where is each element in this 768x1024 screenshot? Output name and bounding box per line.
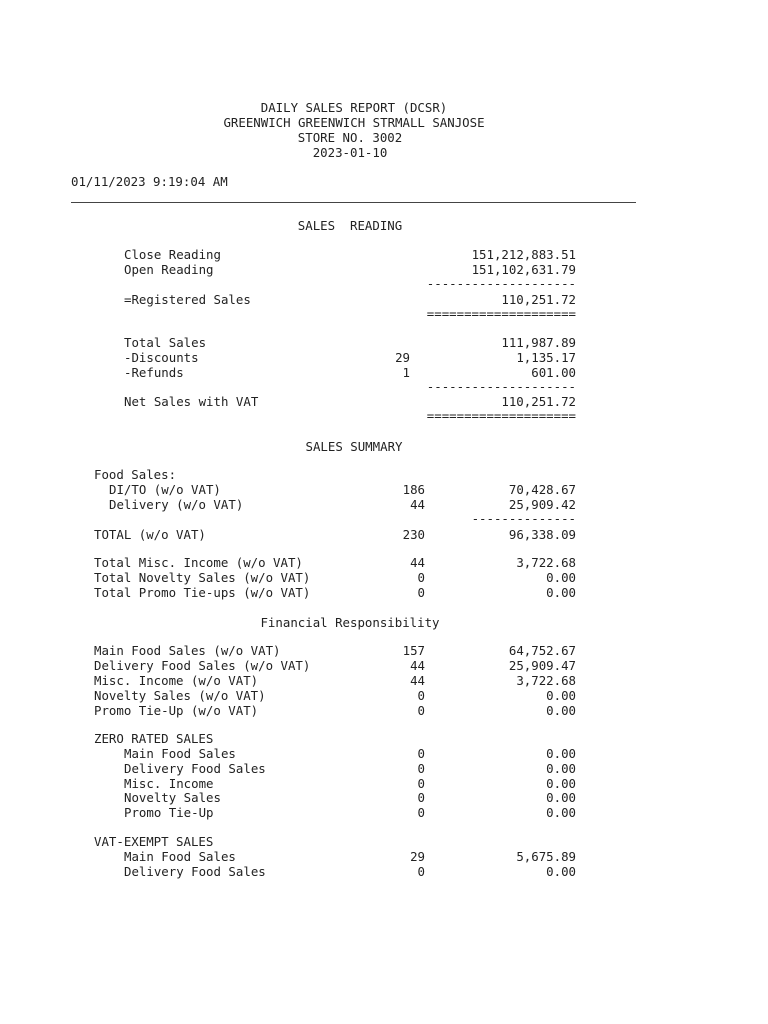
- list-item-count: 0: [417, 864, 425, 879]
- printed-timestamp: 01/11/2023 9:19:04 AM: [71, 174, 228, 189]
- food-sales-label: Food Sales:: [94, 467, 177, 482]
- list-item: Delivery Food Sales: [124, 864, 266, 879]
- list-item-value: 0.00: [546, 790, 576, 805]
- list-item-value: 0.00: [546, 864, 576, 879]
- list-item: Novelty Sales (w/o VAT): [94, 688, 266, 703]
- total-sales-value: 111,987.89: [501, 335, 576, 350]
- financial-heading: Financial Responsibility: [260, 615, 440, 630]
- total-value: 96,338.09: [508, 527, 576, 542]
- open-reading-label: Open Reading: [124, 262, 214, 277]
- total-count: 230: [402, 527, 425, 542]
- total-sales-label: Total Sales: [124, 335, 207, 350]
- list-item-value: 0.00: [546, 703, 576, 718]
- list-item-value: 3,722.68: [516, 673, 576, 688]
- misc-income-label: Total Misc. Income (w/o VAT): [94, 555, 303, 570]
- promo-tieups-count: 0: [417, 585, 425, 600]
- list-item-count: 0: [417, 790, 425, 805]
- list-item-count: 0: [417, 746, 425, 761]
- list-item: Misc. Income (w/o VAT): [94, 673, 259, 688]
- list-item-value: 25,909.47: [508, 658, 576, 673]
- sales-summary-heading: SALES SUMMARY: [305, 439, 403, 454]
- list-item-count: 0: [417, 776, 425, 791]
- list-item: Misc. Income: [124, 776, 214, 791]
- vat-exempt-heading: VAT-EXEMPT SALES: [94, 834, 214, 849]
- list-item-count: 29: [410, 849, 425, 864]
- list-item: Novelty Sales: [124, 790, 221, 805]
- delivery-label: Delivery (w/o VAT): [109, 497, 244, 512]
- close-reading-value: 151,212,883.51: [471, 247, 576, 262]
- promo-tieups-value: 0.00: [546, 585, 576, 600]
- registered-sales-value: 110,251.72: [501, 292, 576, 307]
- total-label: TOTAL (w/o VAT): [94, 527, 206, 542]
- equals-separator: ====================: [426, 408, 576, 423]
- list-item-value: 0.00: [546, 805, 576, 820]
- novelty-sales-label: Total Novelty Sales (w/o VAT): [94, 570, 311, 585]
- list-item: Delivery Food Sales (w/o VAT): [94, 658, 311, 673]
- delivery-value: 25,909.42: [508, 497, 576, 512]
- refunds-count: 1: [402, 365, 410, 380]
- list-item-value: 0.00: [546, 688, 576, 703]
- list-item-value: 64,752.67: [508, 643, 576, 658]
- dito-value: 70,428.67: [508, 482, 576, 497]
- list-item-count: 44: [410, 658, 425, 673]
- list-item: Promo Tie-Up (w/o VAT): [94, 703, 259, 718]
- list-item: Promo Tie-Up: [124, 805, 214, 820]
- close-reading-label: Close Reading: [124, 247, 221, 262]
- delivery-count: 44: [410, 497, 425, 512]
- list-item-count: 0: [417, 688, 425, 703]
- list-item-value: 5,675.89: [516, 849, 576, 864]
- refunds-value: 601.00: [531, 365, 576, 380]
- open-reading-value: 151,102,631.79: [471, 262, 576, 277]
- discounts-value: 1,135.17: [516, 350, 576, 365]
- store-name: GREENWICH GREENWICH STRMALL SANJOSE: [223, 115, 485, 130]
- discounts-label: -Discounts: [124, 350, 199, 365]
- list-item-count: 0: [417, 805, 425, 820]
- list-item: Main Food Sales: [124, 849, 236, 864]
- list-item: Main Food Sales: [124, 746, 236, 761]
- header-divider: [71, 202, 636, 203]
- dito-count: 186: [402, 482, 425, 497]
- report-title: DAILY SALES REPORT (DCSR): [260, 100, 448, 115]
- dito-label: DI/TO (w/o VAT): [109, 482, 221, 497]
- list-item: Delivery Food Sales: [124, 761, 266, 776]
- equals-separator: ====================: [426, 306, 576, 321]
- registered-sales-label: =Registered Sales: [124, 292, 251, 307]
- list-item-count: 44: [410, 673, 425, 688]
- dash-separator: --------------------: [426, 276, 576, 291]
- dash-separator: --------------------: [426, 379, 576, 394]
- novelty-sales-count: 0: [417, 570, 425, 585]
- promo-tieups-label: Total Promo Tie-ups (w/o VAT): [94, 585, 311, 600]
- zero-rated-heading: ZERO RATED SALES: [94, 731, 214, 746]
- dash-separator: --------------: [471, 511, 576, 526]
- misc-income-value: 3,722.68: [516, 555, 576, 570]
- sales-reading-heading: SALES READING: [297, 218, 403, 233]
- refunds-label: -Refunds: [124, 365, 184, 380]
- discounts-count: 29: [395, 350, 410, 365]
- list-item-count: 157: [402, 643, 425, 658]
- list-item-value: 0.00: [546, 761, 576, 776]
- net-sales-label: Net Sales with VAT: [124, 394, 259, 409]
- list-item-count: 0: [417, 761, 425, 776]
- list-item-value: 0.00: [546, 746, 576, 761]
- net-sales-value: 110,251.72: [501, 394, 576, 409]
- store-number: STORE NO. 3002: [297, 130, 403, 145]
- report-date: 2023-01-10: [312, 145, 388, 160]
- list-item-count: 0: [417, 703, 425, 718]
- list-item: Main Food Sales (w/o VAT): [94, 643, 281, 658]
- list-item-value: 0.00: [546, 776, 576, 791]
- novelty-sales-value: 0.00: [546, 570, 576, 585]
- misc-income-count: 44: [410, 555, 425, 570]
